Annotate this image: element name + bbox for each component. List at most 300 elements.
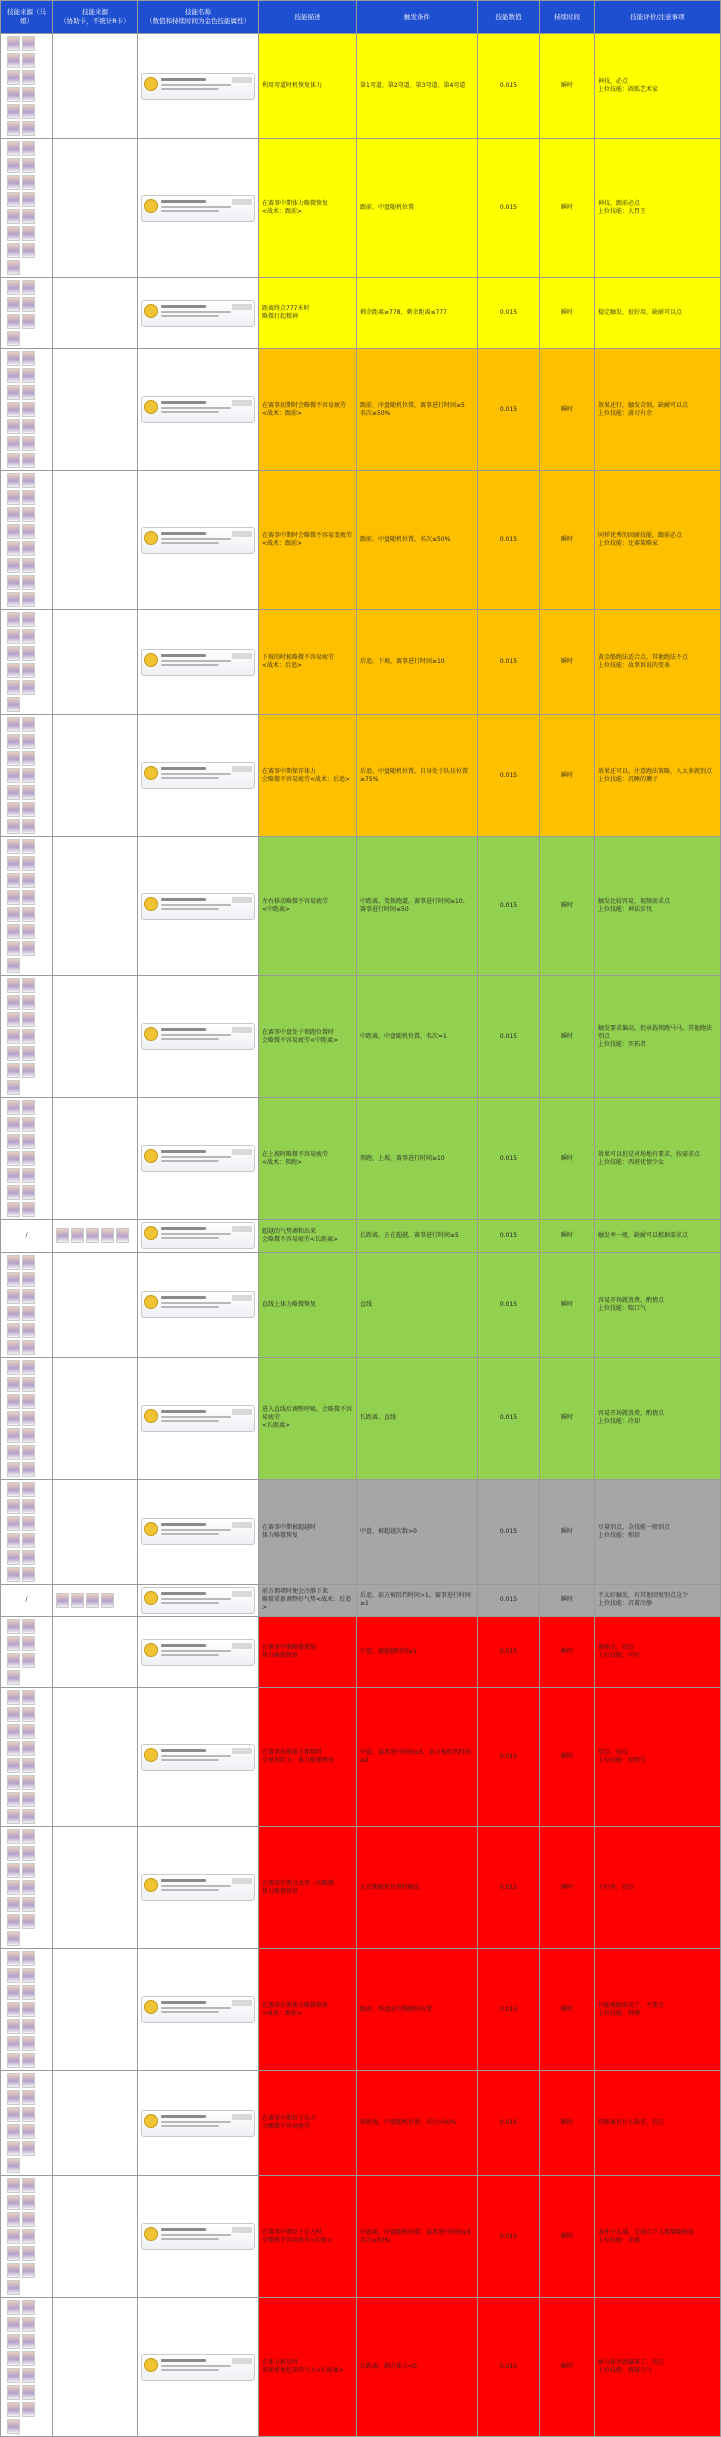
character-thumbnail: [7, 1846, 20, 1861]
skill-desc-cell: [259, 1949, 357, 2071]
skill-note: 触发比较容易，视频需求点 上位技能：神话步伐: [598, 898, 671, 913]
skill-value: 0.015: [499, 405, 518, 413]
character-thumbnail: [22, 2073, 35, 2088]
skill-duration-cell: [540, 2298, 595, 2437]
skill-row: [1, 1479, 721, 1584]
support-card-cell: [53, 1617, 138, 1688]
character-thumbnail: [22, 1377, 35, 1392]
support-card-thumbnail: [22, 819, 35, 834]
character-thumbnail: [22, 280, 35, 295]
skill-cond-cell: [357, 1617, 478, 1688]
skill-duration: 瞬时: [560, 1527, 573, 1535]
support-card-thumbnail: [22, 209, 35, 224]
skill-duration: 瞬时: [560, 902, 573, 909]
skill-name-cell: [138, 1252, 259, 1357]
skill-desc: 利用弯道时机恢复体力: [262, 82, 323, 89]
character-thumbnail: [7, 1272, 20, 1287]
support-card-thumbnail: [7, 785, 20, 800]
skill-name-cell: [138, 2176, 259, 2298]
support-card-thumbs: [53, 660, 137, 664]
support-card-cell: [53, 1357, 138, 1479]
support-card-cell: [53, 1479, 138, 1584]
skill-point-badge: [232, 1149, 252, 1155]
skill-desc: 在体力耗尽时 重新恢复起来的气力<长距离>: [262, 2359, 345, 2374]
source-thumbs: [4, 715, 49, 836]
skill-row: [1, 1827, 721, 1949]
skill-value-cell: [478, 610, 540, 715]
skill-desc-cell: [259, 1252, 357, 1357]
character-thumbnail: [22, 978, 35, 993]
source-cell: [1, 278, 53, 349]
skill-name-cell: [138, 278, 259, 349]
skill-cond: 中盘、被超越次数>0: [360, 1527, 417, 1535]
support-card-cell: [53, 1252, 138, 1357]
skill-cond: 直线: [360, 1300, 373, 1308]
skill-value: 0.015: [499, 309, 518, 316]
support-card-thumbnail: [22, 2053, 35, 2068]
character-thumbnail: [7, 385, 20, 400]
character-thumbnail: [22, 734, 35, 749]
character-thumbnail: [7, 1394, 20, 1409]
support-card-thumbnail: [22, 1792, 35, 1807]
support-card-thumbnail: [7, 260, 20, 275]
skill-duration: 瞬时: [560, 204, 573, 211]
source-text: /: [25, 1596, 28, 1604]
skill-name-cell: [138, 2298, 259, 2437]
skill-row: [1, 278, 721, 349]
skill-icon: [144, 2114, 158, 2128]
skill-cond-cell: [357, 1479, 478, 1584]
support-card-thumbnail: [7, 2402, 20, 2417]
support-card-thumbnail: [7, 1080, 20, 1095]
skill-point-badge: [232, 2000, 252, 2006]
support-card-thumbnail: [7, 575, 20, 590]
skill-icon: [144, 1522, 158, 1536]
support-card-thumbs: [53, 1886, 137, 1890]
support-card-thumbnail: [7, 226, 20, 241]
skill-desc-cell: [259, 610, 357, 715]
source-thumbs: [4, 278, 49, 348]
skill-point-badge: [232, 897, 252, 903]
character-thumbnail: [7, 1360, 20, 1375]
character-thumbnail: [7, 629, 20, 644]
support-card-thumbnail: [22, 592, 35, 607]
support-card-thumbnail: [7, 1775, 20, 1790]
support-card-thumbs: [53, 904, 137, 908]
skill-name-cell: [138, 2071, 259, 2176]
skill-cond-cell: [357, 139, 478, 278]
skill-note-cell: [595, 976, 721, 1098]
character-thumbnail: [22, 297, 35, 312]
support-card-thumbnail: [7, 121, 20, 136]
character-thumbnail: [22, 1134, 35, 1149]
skill-cond: 跟前、中盘随机位置，名次≤50%: [360, 536, 451, 543]
source-cell: [1, 1688, 53, 1827]
character-thumbnail: [22, 2195, 35, 2210]
character-thumbnail: [22, 1690, 35, 1705]
skill-cond-cell: [357, 2176, 478, 2298]
skill-value-cell: [478, 1827, 540, 1949]
source-cell: [1, 1357, 53, 1479]
support-card-thumbnail: [7, 663, 20, 678]
support-card-thumbnail: [7, 402, 20, 417]
support-card-thumbnail: [22, 1550, 35, 1565]
character-thumbnail: [7, 646, 20, 661]
skill-note-cell: [595, 278, 721, 349]
skill-card-image: [141, 649, 255, 676]
skill-card-image: [141, 762, 255, 789]
skill-icon: [144, 1149, 158, 1163]
character-thumbnail: [7, 507, 20, 522]
skill-value-cell: [478, 471, 540, 610]
skill-icon: [144, 1643, 158, 1657]
character-thumbnail: [22, 36, 35, 51]
source-thumbs: [4, 1617, 49, 1687]
character-thumbnail: [7, 1636, 20, 1651]
skill-note-cell: [595, 2298, 721, 2437]
character-thumbnail: [7, 351, 20, 366]
support-card-thumbnail: [7, 2019, 20, 2034]
support-card-thumbnail: [7, 2385, 20, 2400]
support-card-thumbnail: [7, 453, 20, 468]
source-thumbs: [4, 2298, 49, 2436]
skill-cond: 长距离、直线: [360, 1414, 397, 1421]
skill-point-badge: [232, 1748, 252, 1754]
support-card-cell: [53, 1949, 138, 2071]
skill-desc: 进入直线后调整呼吸，会略微不容易疲劳 <长距离>: [262, 1406, 353, 1429]
skill-duration: 瞬时: [560, 2232, 573, 2240]
skill-note-cell: [595, 471, 721, 610]
skill-value-cell: [478, 1949, 540, 2071]
support-card-thumbnail: [7, 819, 20, 834]
skill-value: 0.015: [499, 2232, 518, 2240]
skill-desc: 在赛事中期时会略微不容易变疲劳 <战术：跟前>: [262, 532, 353, 547]
skill-value-cell: [478, 349, 540, 471]
source-thumbs: [4, 1253, 49, 1357]
skill-note: 效果还可以，注意跑法策略，人太多就别点 上位技能：沉睡的狮子: [598, 767, 713, 783]
skill-desc: 超越的气势调和出来 会略微不容易疲劳<长距离>: [262, 1227, 339, 1243]
support-card-cell: [53, 1688, 138, 1827]
skill-value: 0.015: [499, 1231, 518, 1239]
skill-cond: 短距离，中盘随机位置，名次>50%: [360, 2119, 457, 2126]
skill-icon: [144, 1591, 158, 1605]
skill-value: 0.015: [499, 1300, 518, 1308]
character-thumbnail: [7, 2300, 20, 2315]
support-card-thumbnail: [22, 890, 35, 905]
support-card-thumbnail: [22, 2002, 35, 2017]
support-card-cell: [53, 1584, 138, 1617]
skill-rows: [1, 34, 721, 2437]
character-thumbnail: [7, 717, 20, 732]
skill-value-cell: [478, 2071, 540, 2176]
skill-cond-cell: [357, 2071, 478, 2176]
support-card-thumbnail: [22, 1809, 35, 1824]
skill-note: 黄金船跑法适合点，其他跑法不点 上位技能：故事诉说的变革: [598, 654, 689, 669]
skill-note: 稳定触发，很好用，缺耐可以点: [598, 309, 683, 316]
support-card-cell: [53, 1220, 138, 1253]
skill-note: 容易开场就浪费，酌情点 上位技能：冷却: [598, 1410, 665, 1425]
source-cell: [1, 1617, 53, 1688]
source-cell: [1, 1479, 53, 1584]
skill-name-cell: [138, 1479, 259, 1584]
skill-card-image: [141, 195, 255, 222]
support-card-thumbnail: [7, 104, 20, 119]
support-card-thumbnail: [7, 1758, 20, 1773]
support-card-thumbs: [53, 538, 137, 542]
skill-name-cell: [138, 34, 259, 139]
skill-note-cell: [595, 1098, 721, 1220]
skill-card-image: [141, 1291, 255, 1318]
skill-desc-cell: [259, 34, 357, 139]
skill-value: 0.015: [499, 2363, 518, 2370]
skill-row: [1, 34, 721, 139]
support-card-thumbs: [53, 1650, 137, 1654]
support-card-thumbnail: [22, 2141, 35, 2156]
support-card-thumbnail: [22, 192, 35, 207]
character-thumbnail: [22, 1255, 35, 1270]
skill-cond-cell: [357, 349, 478, 471]
skill-icon: [144, 766, 158, 780]
skill-desc-cell: [259, 837, 357, 976]
support-card-thumbnail: [22, 2351, 35, 2366]
support-card-thumbnail: [22, 1046, 35, 1061]
character-thumbnail: [7, 297, 20, 312]
support-card-thumbnail: [22, 1775, 35, 1790]
character-thumbnail: [7, 2178, 20, 2193]
character-thumbnail: [7, 839, 20, 854]
skill-duration: 瞬时: [560, 771, 573, 779]
support-card-thumbnail: [22, 941, 35, 956]
skill-value: 0.015: [499, 2119, 518, 2126]
skill-point-badge: [232, 304, 252, 310]
support-card-thumbnail: [7, 1670, 20, 1685]
support-card-thumbs: [53, 2008, 137, 2012]
skill-duration-cell: [540, 139, 595, 278]
support-card-thumbnail: [7, 192, 20, 207]
character-thumbnail: [7, 734, 20, 749]
character-thumbnail: [7, 1951, 20, 1966]
support-card-thumbnail: [22, 1306, 35, 1321]
character-thumbnail: [7, 856, 20, 871]
source-thumbs: [4, 2071, 49, 2175]
character-thumbnail: [7, 1968, 20, 1983]
support-card-thumbnail: [22, 87, 35, 102]
support-card-cell: [53, 976, 138, 1098]
support-card-thumbnail: [7, 1323, 20, 1338]
skill-value-cell: [478, 715, 540, 837]
support-card-thumbnail: [7, 1533, 20, 1548]
support-card-thumbnail: [22, 1428, 35, 1443]
skill-value-cell: [478, 1584, 540, 1617]
skill-cond: 剩余距离≥778、剩余距离≤777: [360, 309, 447, 316]
skill-value-cell: [478, 1098, 540, 1220]
character-thumbnail: [7, 612, 20, 627]
skill-note-cell: [595, 1252, 721, 1357]
support-card-thumbnail: [22, 541, 35, 556]
skill-duration-cell: [540, 715, 595, 837]
support-card-thumbnail: [7, 2229, 20, 2244]
support-card-thumbnail: [7, 2368, 20, 2383]
character-thumbnail: [7, 1377, 20, 1392]
skill-duration-cell: [540, 1827, 595, 1949]
skill-icon: [144, 77, 158, 91]
support-card-thumbnail: [22, 104, 35, 119]
character-thumbnail: [22, 351, 35, 366]
skill-point-badge: [232, 199, 252, 205]
skill-icon: [144, 400, 158, 414]
skill-desc-cell: [259, 2071, 357, 2176]
skill-row: [1, 1617, 721, 1688]
character-thumbnail: [7, 175, 20, 190]
skill-point-badge: [232, 653, 252, 659]
character-thumbnail: [22, 1951, 35, 1966]
character-thumbnail: [7, 1255, 20, 1270]
skill-card-image: [141, 893, 255, 920]
skill-value: 0.015: [499, 658, 518, 665]
skill-note: 尽量别点，金技能一般别点 上位技能：相信: [598, 1523, 671, 1539]
skill-point-badge: [232, 1295, 252, 1301]
support-card-thumbnail: [22, 1567, 35, 1582]
support-card-thumbnail: [22, 2246, 35, 2261]
skill-desc-cell: [259, 1617, 357, 1688]
skill-note: 短距离有什么就差，别点: [598, 2119, 665, 2126]
skill-point-badge: [232, 1226, 252, 1232]
skill-value-cell: [478, 1220, 540, 1253]
character-thumbnail: [22, 141, 35, 156]
skill-desc: 在赛事后期体力略微恢复 <战术：跟前>: [262, 2001, 329, 2017]
skill-card-image: [141, 1405, 255, 1432]
skill-name-cell: [138, 139, 259, 278]
support-card-thumbnail: [22, 2368, 35, 2383]
skill-note: 只能被跟前用了，不要点 上位技能：拼搏: [598, 2001, 665, 2017]
skill-icon: [144, 653, 158, 667]
skill-note-cell: [595, 1949, 721, 2071]
skill-cond: 长距离，剩余体力<0: [360, 2363, 417, 2370]
character-thumbnail: [7, 995, 20, 1010]
skill-row: [1, 2298, 721, 2437]
character-thumbnail: [22, 1968, 35, 1983]
skill-row: [1, 1098, 721, 1220]
skill-card-image: [141, 1222, 255, 1249]
skill-desc: 在赛事中期保存体力 会略微不容易疲劳<战术：后追>: [262, 767, 351, 783]
skill-row: [1, 1688, 721, 1827]
skill-row: [1, 976, 721, 1098]
character-thumbnail: [7, 1289, 20, 1304]
character-thumbnail: [7, 2090, 20, 2105]
skill-value-cell: [478, 1357, 540, 1479]
character-thumbnail: [7, 53, 20, 68]
skill-duration-cell: [540, 2071, 595, 2176]
skill-value: 0.015: [499, 204, 518, 211]
support-card-thumbnail: [56, 1228, 69, 1243]
source-cell: [1, 1220, 53, 1253]
skill-desc-cell: [259, 1688, 357, 1827]
skill-value-cell: [478, 139, 540, 278]
skill-point-badge: [232, 1643, 252, 1649]
support-card-thumbs: [53, 311, 137, 315]
skill-note: 触发率一般，缺耐可以根据需求点: [598, 1231, 689, 1239]
skill-note: 容易开场就浪费，酌情点 上位技能：喘口气: [598, 1296, 665, 1312]
skill-desc: 在赛事后期会改变一次略微 体力略微恢复: [262, 1879, 335, 1895]
skill-name-cell: [138, 1617, 259, 1688]
support-card-thumbnail: [101, 1228, 114, 1243]
character-thumbnail: [7, 473, 20, 488]
skill-card-image: [141, 1587, 255, 1614]
skill-point-badge: [232, 77, 252, 83]
support-card-thumbnail: [22, 785, 35, 800]
header-source: 技能来源（马娘）: [1, 1, 53, 34]
skill-card-image: [141, 1023, 255, 1050]
source-cell: [1, 1827, 53, 1949]
support-card-thumbnail: [7, 1029, 20, 1044]
support-card-cell: [53, 715, 138, 837]
skill-note: 效果可以但是对场地有要求，按需求点 上位技能：西班优情少女: [598, 1150, 701, 1166]
skill-point-badge: [232, 766, 252, 772]
support-card-thumbnail: [22, 1323, 35, 1338]
skill-name-cell: [138, 715, 259, 837]
source-cell: [1, 471, 53, 610]
source-thumbs: [4, 1688, 49, 1826]
character-thumbnail: [22, 1499, 35, 1514]
skill-value-cell: [478, 1688, 540, 1827]
skill-card-image: [141, 396, 255, 423]
skill-cond-cell: [357, 1220, 478, 1253]
source-cell: [1, 610, 53, 715]
header-cond: 触发条件: [357, 1, 478, 34]
support-card-thumbnail: [7, 1340, 20, 1355]
character-thumbnail: [7, 1619, 20, 1634]
character-thumbnail: [22, 1360, 35, 1375]
skill-duration: 瞬时: [560, 82, 573, 89]
support-card-thumbnail: [7, 2419, 20, 2434]
skill-value-cell: [478, 1617, 540, 1688]
skill-value-cell: [478, 1479, 540, 1584]
skill-cond-cell: [357, 976, 478, 1098]
skill-cond-cell: [357, 278, 478, 349]
skill-desc: 在赛事中盘处于领跑位置时 会略微不容易疲劳<中距离>: [262, 1028, 339, 1044]
character-thumbnail: [7, 1499, 20, 1514]
source-thumbs: [4, 837, 49, 975]
support-card-thumbnail: [7, 768, 20, 783]
skill-icon: [144, 1878, 158, 1892]
skill-duration: 瞬时: [560, 1883, 573, 1891]
source-thumbs: [4, 1358, 49, 1479]
header-value: 技能数值: [478, 1, 540, 34]
support-card-thumbs: [53, 774, 137, 778]
skill-duration-cell: [540, 1584, 595, 1617]
skill-note: 耐力耗尽就赢准了，别点 上位技能：再接元气: [598, 2359, 665, 2374]
skill-duration-cell: [540, 34, 595, 139]
skill-duration: 瞬时: [560, 1231, 573, 1239]
source-cell: [1, 1252, 53, 1357]
source-thumbs: [4, 1949, 49, 2070]
support-card-thumbnail: [7, 2351, 20, 2366]
support-card-thumbnail: [22, 1758, 35, 1773]
support-card-thumbnail: [7, 1880, 20, 1895]
support-card-thumbnail: [71, 1593, 84, 1608]
skill-value: 0.015: [499, 902, 518, 909]
character-thumbnail: [22, 2317, 35, 2332]
support-card-thumbnail: [22, 2263, 35, 2278]
character-thumbnail: [22, 1707, 35, 1722]
skill-cond: 跟前、终盘前后期随机位置: [360, 2005, 433, 2013]
skill-duration: 瞬时: [560, 2363, 573, 2370]
skill-note-cell: [595, 1220, 721, 1253]
skill-desc: 在赛事初期时会略微不容易疲劳 <战术：跟前>: [262, 401, 347, 417]
character-thumbnail: [7, 1100, 20, 1115]
skill-card-image: [141, 2223, 255, 2250]
skill-icon: [144, 897, 158, 911]
